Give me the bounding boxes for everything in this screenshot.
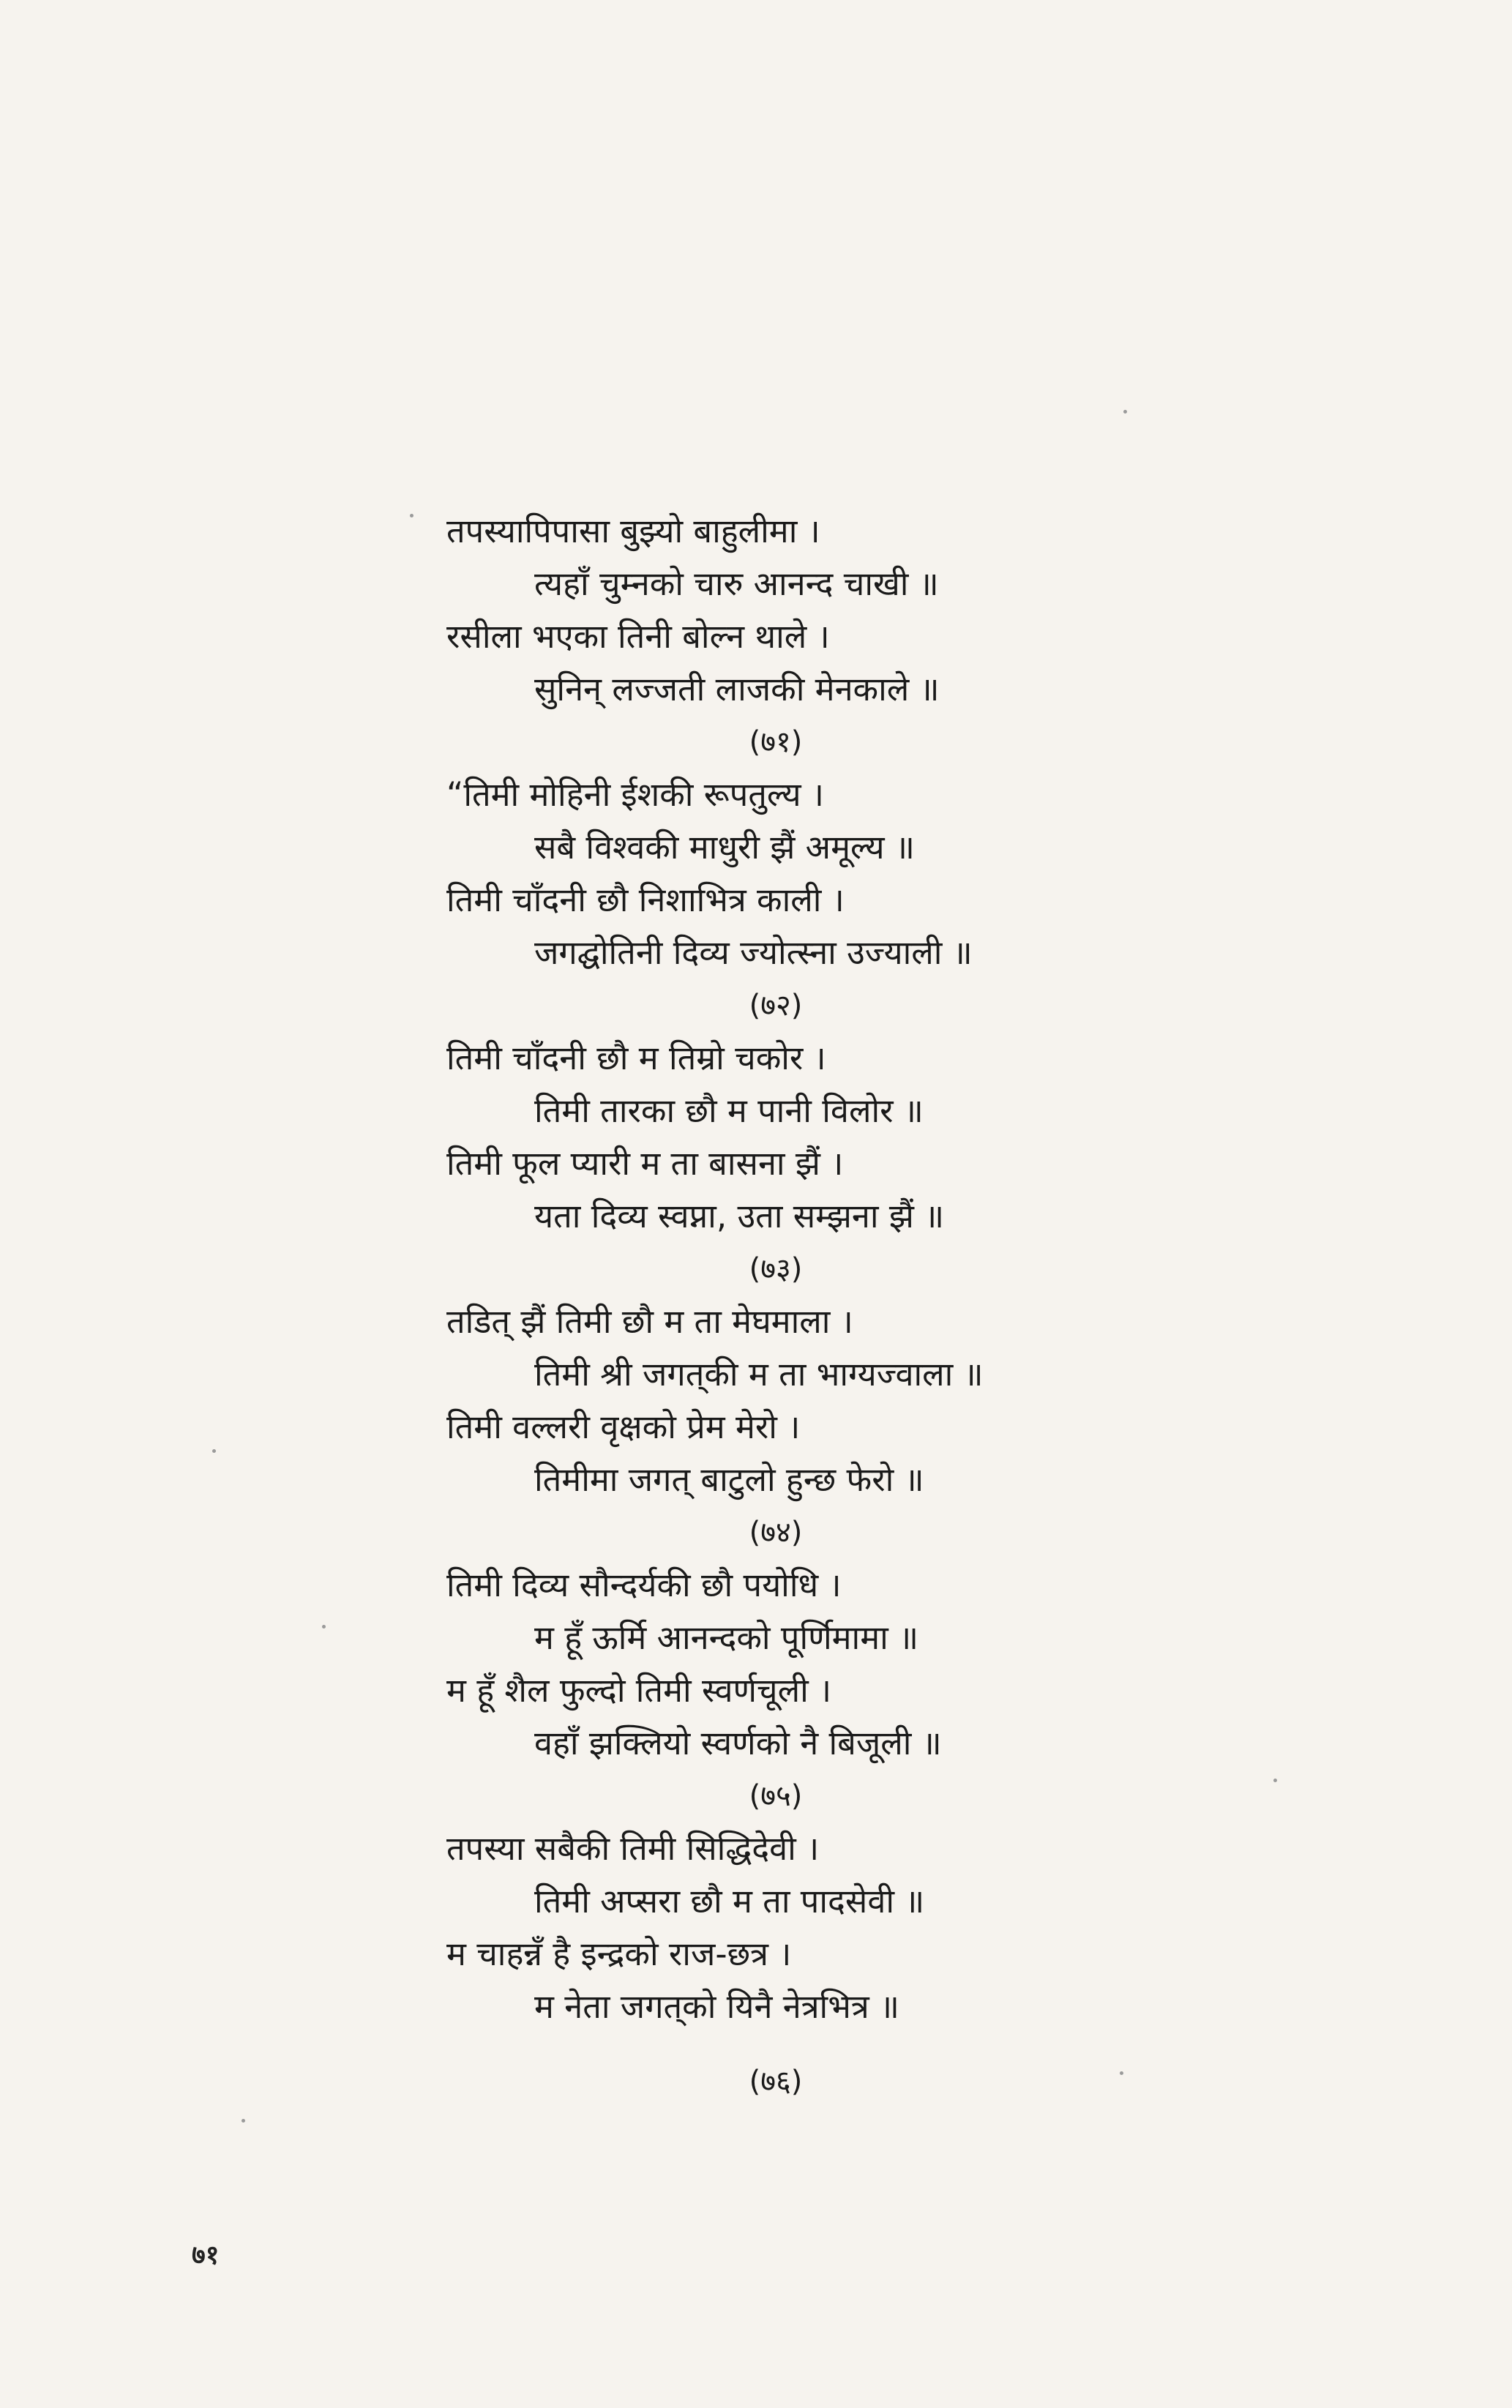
verse-line: तिमी अप्सरा छौ म ता पादसेवी ॥ — [534, 1882, 925, 1921]
verse-line: तिमी फूल प्यारी म ता बासना झैं । — [446, 1144, 844, 1183]
scan-speck — [1273, 1779, 1277, 1782]
verse-line: रसीला भएका तिनी बोल्न थाले । — [446, 617, 830, 656]
poem-body — [446, 505, 1090, 2108]
verse-line: तिमी चाँदनी छौ निशाभित्र काली । — [446, 880, 845, 919]
verse-line: यता दिव्य स्वप्ना, उता सम्झना झैं ॥ — [534, 1197, 945, 1235]
stanza-number: (७३) — [749, 1252, 803, 1286]
scan-speck — [1123, 410, 1127, 414]
stanza-72 — [446, 769, 1090, 1032]
stanza-71 — [446, 505, 1090, 769]
stanza-75 — [446, 1559, 1090, 1822]
verse-line: तिमी तारका छौ म पानी विलोर ॥ — [534, 1091, 924, 1130]
scan-speck — [242, 2119, 245, 2123]
stanza-number: (७१) — [749, 725, 803, 759]
verse-line: म नेता जगत्‌को यिनै नेत्रभित्र ॥ — [534, 1987, 899, 2026]
verse-line: जगद्घोतिनी दिव्य ज्योत्स्ना उज्याली ॥ — [534, 933, 973, 972]
stanza-number: (७६) — [749, 2065, 803, 2098]
verse-line: तडित् झैं तिमी छौ म ता मेघमाला । — [446, 1302, 853, 1341]
verse-line: “तिमी मोहिनी ईशकी रूपतुल्य । — [446, 775, 824, 814]
verse-line: सुनिन् लज्जती लाजकी मेनकाले ॥ — [534, 670, 940, 708]
stanza-number: (७५) — [749, 1779, 803, 1813]
stanza-number: (७४) — [749, 1516, 803, 1549]
verse-line: म हूँ ऊर्मि आनन्दको पूर्णिमामा ॥ — [534, 1618, 919, 1657]
verse-line: म हूँ शैल फुल्दो तिमी स्वर्णचूली । — [446, 1671, 832, 1710]
verse-line: म चाहन्नँ है इन्द्रको राज-छत्र । — [446, 1934, 792, 1973]
verse-line: तिमीमा जगत् बाटुलो हुन्छ फेरो ॥ — [534, 1460, 924, 1499]
verse-line: तपस्या सबैकी तिमी सिद्धिदेवी । — [446, 1829, 820, 1868]
stanza-number: (७२) — [749, 989, 803, 1022]
verse-line: तिमी दिव्य सौन्दर्यकी छौ पयोधि । — [446, 1566, 842, 1604]
verse-line: तिमी श्री जगत्‌की म ता भाग्यज्वाला ॥ — [534, 1355, 984, 1394]
verse-line: तपस्यापिपासा बुझ्यो बाहुलीमा । — [446, 512, 820, 550]
page-number: ७१ — [192, 2240, 220, 2270]
scan-speck — [410, 514, 413, 517]
verse-line: त्यहाँ चुम्नको चारु आनन्द चाखी ॥ — [534, 564, 939, 603]
stanza-73 — [446, 1032, 1090, 1295]
verse-line: तिमी चाँदनी छौ म तिम्रो चकोर । — [446, 1039, 826, 1077]
verse-line: तिमी वल्लरी वृक्षको प्रेम मेरो । — [446, 1407, 801, 1446]
stanza-76 — [446, 1822, 1090, 2108]
verse-line: वहाँ झक्लियो स्वर्णको नै बिजूली ॥ — [534, 1724, 942, 1762]
scan-speck — [322, 1625, 326, 1629]
scan-speck — [212, 1449, 216, 1453]
stanza-74 — [446, 1295, 1090, 1559]
verse-line: सबै विश्वकी माधुरी झैं अमूल्य ॥ — [534, 828, 915, 867]
scan-speck — [1120, 2071, 1123, 2075]
